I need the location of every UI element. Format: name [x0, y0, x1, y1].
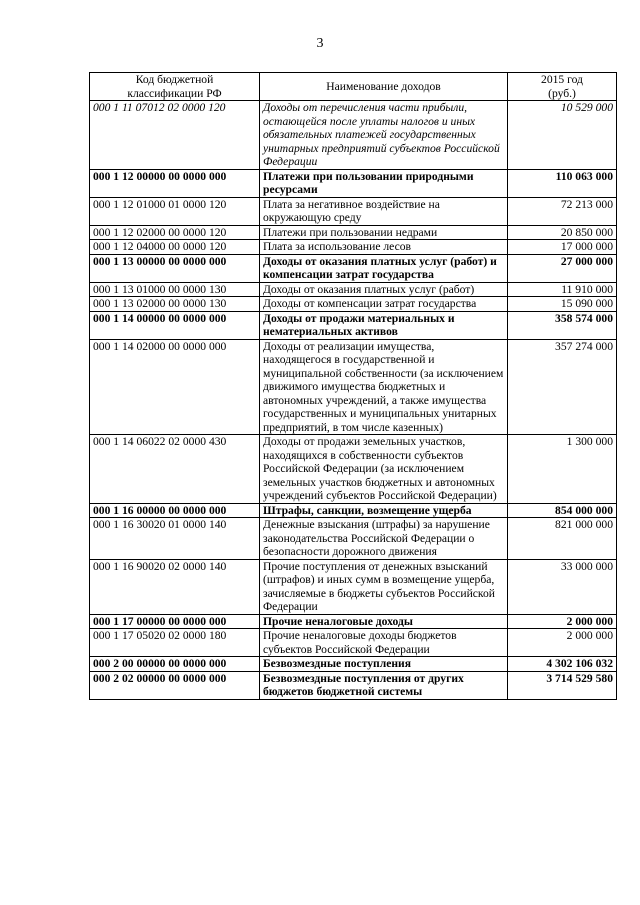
- page-number: 3: [316, 36, 324, 51]
- row-amount: 821 000 000: [508, 518, 617, 560]
- row-code: 000 2 02 00000 00 0000 000: [90, 671, 260, 699]
- row-name: Доходы от продажи материальных и нематериальных активов: [260, 311, 508, 339]
- row-code: 000 1 12 04000 00 0000 120: [90, 240, 260, 255]
- row-amount: 33 000 000: [508, 559, 617, 614]
- revenue-table: [89, 72, 617, 700]
- row-name: Прочие неналоговые доходы: [260, 614, 508, 629]
- table-row: [90, 254, 617, 282]
- table-row: [90, 339, 617, 435]
- row-name: Платежи при пользовании недрами: [260, 225, 508, 240]
- row-amount: 110 063 000: [508, 169, 617, 197]
- row-amount: 20 850 000: [508, 225, 617, 240]
- row-name: Плата за негативное воздействие на окружающую среду: [260, 197, 508, 225]
- row-code: 000 1 16 90020 02 0000 140: [90, 559, 260, 614]
- row-amount: 3 714 529 580: [508, 671, 617, 699]
- table-row: [90, 518, 617, 560]
- row-amount: 358 574 000: [508, 311, 617, 339]
- table-row: [90, 671, 617, 699]
- header-code-line2: классификации РФ: [127, 86, 222, 100]
- row-code: 000 1 17 05020 02 0000 180: [90, 629, 260, 657]
- row-amount: 2 000 000: [508, 629, 617, 657]
- row-amount: 11 910 000: [508, 282, 617, 297]
- row-name: Прочие поступления от денежных взысканий (штрафов) и иных сумм в возмещение ущерба, зачисляемые в бюджеты субъектов Российской Федерации: [260, 559, 508, 614]
- row-code: 000 1 14 00000 00 0000 000: [90, 311, 260, 339]
- header-name: Наименование доходов: [260, 73, 508, 101]
- row-name: Доходы от перечисления части прибыли, остающейся после уплаты налогов и иных обязательных платежей государственных унитарных предприятий субъектов Российской Федерации: [260, 101, 508, 170]
- row-amount: 72 213 000: [508, 197, 617, 225]
- table-row: [90, 311, 617, 339]
- row-name: Безвозмездные поступления: [260, 657, 508, 672]
- header-code-line1: Код бюджетной: [135, 73, 214, 86]
- table-row: [90, 225, 617, 240]
- table-row: [90, 657, 617, 672]
- row-name: Плата за использование лесов: [260, 240, 508, 255]
- table-row: [90, 559, 617, 614]
- row-code: 000 1 12 01000 01 0000 120: [90, 197, 260, 225]
- table-row: [90, 101, 617, 170]
- row-code: 000 1 13 01000 00 0000 130: [90, 282, 260, 297]
- table-header-row: [90, 73, 617, 101]
- row-code: 000 1 17 00000 00 0000 000: [90, 614, 260, 629]
- table-row: [90, 197, 617, 225]
- row-name: Доходы от оказания платных услуг (работ) и компенсации затрат государства: [260, 254, 508, 282]
- row-code: 000 1 13 02000 00 0000 130: [90, 297, 260, 312]
- table-row: [90, 169, 617, 197]
- row-code: 000 1 14 02000 00 0000 000: [90, 339, 260, 435]
- row-name: Прочие неналоговые доходы бюджетов субъектов Российской Федерации: [260, 629, 508, 657]
- row-name: Денежные взыскания (штрафы) за нарушение законодательства Российской Федерации о безопасности дорожного движения: [260, 518, 508, 560]
- header-code: [90, 73, 260, 101]
- row-name: Доходы от продажи земельных участков, находящихся в собственности субъектов Российской Федерации (за исключением земельных участков бюджетных и автономных учреждений субъектов Российской Федерации): [260, 435, 508, 504]
- row-name: Платежи при пользовании природными ресурсами: [260, 169, 508, 197]
- table-row: [90, 435, 617, 504]
- table-row: [90, 629, 617, 657]
- row-amount: 17 000 000: [508, 240, 617, 255]
- row-amount: 27 000 000: [508, 254, 617, 282]
- row-code: 000 2 00 00000 00 0000 000: [90, 657, 260, 672]
- table-row: [90, 297, 617, 312]
- row-amount: 357 274 000: [508, 339, 617, 435]
- row-amount: 1 300 000: [508, 435, 617, 504]
- table-row: [90, 240, 617, 255]
- row-code: 000 1 13 00000 00 0000 000: [90, 254, 260, 282]
- header-amount: [508, 73, 617, 101]
- row-amount: 4 302 106 032: [508, 657, 617, 672]
- row-name: Доходы от компенсации затрат государства: [260, 297, 508, 312]
- row-code: 000 1 12 02000 00 0000 120: [90, 225, 260, 240]
- header-amount-line1: 2015 год: [541, 73, 583, 86]
- table-row: [90, 503, 617, 518]
- table-row: [90, 282, 617, 297]
- header-amount-line2: (руб.): [548, 86, 576, 100]
- row-name: Штрафы, санкции, возмещение ущерба: [260, 503, 508, 518]
- row-amount: 2 000 000: [508, 614, 617, 629]
- row-code: 000 1 16 30020 01 0000 140: [90, 518, 260, 560]
- row-amount: 854 000 000: [508, 503, 617, 518]
- row-amount: 15 090 000: [508, 297, 617, 312]
- row-amount: 10 529 000: [508, 101, 617, 170]
- row-name: Безвозмездные поступления от других бюджетов бюджетной системы: [260, 671, 508, 699]
- row-code: 000 1 14 06022 02 0000 430: [90, 435, 260, 504]
- row-code: 000 1 12 00000 00 0000 000: [90, 169, 260, 197]
- row-name: Доходы от оказания платных услуг (работ): [260, 282, 508, 297]
- row-code: 000 1 11 07012 02 0000 120: [90, 101, 260, 170]
- row-code: 000 1 16 00000 00 0000 000: [90, 503, 260, 518]
- row-name: Доходы от реализации имущества, находящегося в государственной и муниципальной собственности (за исключением движимого имущества бюджетных и автономных учреждений, а также имущества государственных и муниципальных унитарных предприятий, в том числе казенных): [260, 339, 508, 435]
- table-row: [90, 614, 617, 629]
